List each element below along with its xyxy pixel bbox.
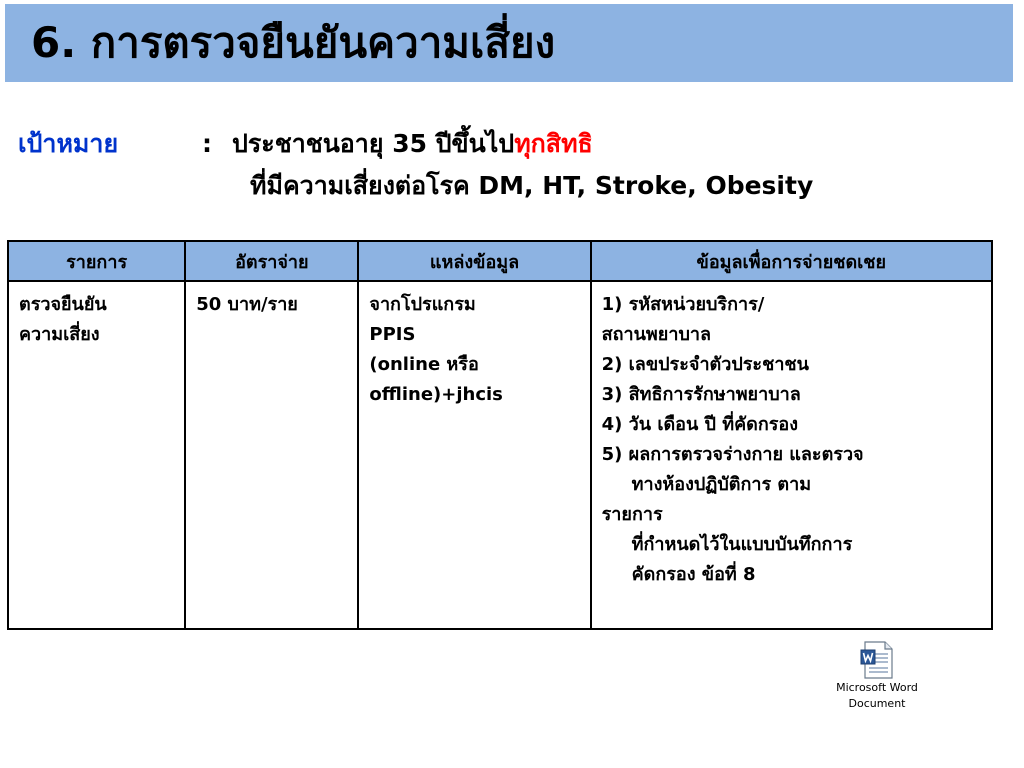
detail-line: 4) วัน เดือน ปี ที่คัดกรอง bbox=[601, 414, 798, 435]
attachment-caption-line-2: Document bbox=[848, 697, 906, 710]
cell-source-line: offline)+jhcis bbox=[369, 384, 503, 405]
table-row bbox=[8, 281, 992, 629]
target-label: เป้าหมาย bbox=[18, 129, 119, 158]
detail-line: คัดกรอง ข้อที่ 8 bbox=[631, 564, 756, 585]
header-compensation-data: ข้อมูลเพื่อการจ่ายชดเชย bbox=[591, 241, 992, 281]
cell-source-line: (online หรือ bbox=[369, 354, 479, 375]
cell-item-line: ความเสี่ยง bbox=[19, 324, 100, 345]
page-title: 6. การตรวจยืนยันความเสี่ยง bbox=[31, 18, 556, 67]
compensation-table bbox=[7, 240, 993, 630]
target-line-1 bbox=[232, 124, 593, 164]
header-rate: อัตราจ่าย bbox=[185, 241, 358, 281]
attachment-caption-line-1: Microsoft Word bbox=[836, 681, 918, 694]
cell-rate-text: 50 บาท/ราย bbox=[196, 294, 298, 315]
cell-item bbox=[8, 281, 185, 629]
header-source: แหล่งข้อมูล bbox=[358, 241, 590, 281]
cell-source-line: PPIS bbox=[369, 324, 416, 345]
target-colon: : bbox=[202, 129, 212, 158]
detail-line: ที่กำหนดไว้ในแบบบันทึกการ bbox=[631, 534, 853, 555]
header-item: รายการ bbox=[8, 241, 185, 281]
detail-line: ทางห้องปฏิบัติการ ตาม bbox=[631, 474, 812, 495]
word-document-icon[interactable] bbox=[859, 641, 895, 679]
detail-line: รายการ bbox=[601, 504, 663, 525]
word-document-attachment[interactable] bbox=[822, 641, 932, 711]
target-line-2: ที่มีความเสี่ยงต่อโรค DM, HT, Stroke, Obesity bbox=[250, 171, 814, 200]
detail-line: 1) รหัสหน่วยบริการ/ bbox=[601, 294, 765, 315]
cell-rate bbox=[185, 281, 358, 629]
cell-source bbox=[358, 281, 590, 629]
detail-line: 2) เลขประจำตัวประชาชน bbox=[601, 354, 809, 375]
cell-details bbox=[591, 281, 992, 629]
cell-source-line: จากโปรแกรม bbox=[369, 294, 476, 315]
title-bar bbox=[5, 4, 1013, 82]
detail-line: 5) ผลการตรวจร่างกาย และตรวจ bbox=[601, 444, 864, 465]
cell-item-line: ตรวจยืนยัน bbox=[19, 294, 107, 315]
detail-line: สถานพยาบาล bbox=[601, 324, 712, 345]
detail-line: 3) สิทธิการรักษาพยาบาล bbox=[601, 384, 801, 405]
target-line-1-text: ประชาชนอายุ 35 ปีขึ้นไป bbox=[232, 129, 515, 158]
table-header-row bbox=[8, 241, 992, 281]
target-highlight: ทุกสิทธิ bbox=[514, 129, 593, 158]
